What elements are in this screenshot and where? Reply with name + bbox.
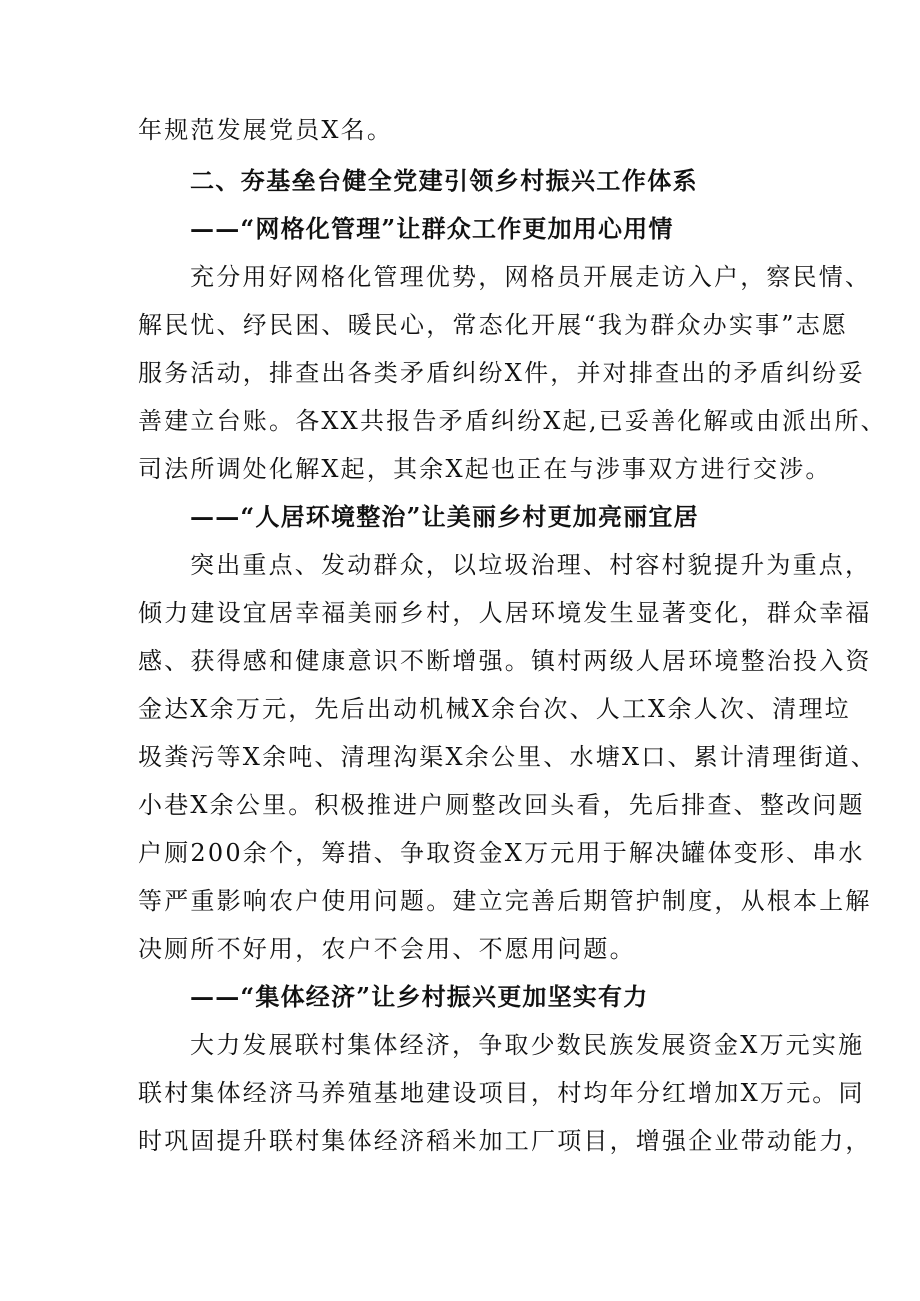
subsection-heading: ——“集体经济”让乡村振兴更加坚实有力 <box>190 982 649 1011</box>
subsection-heading: ——“网格化管理”让群众工作更加用心用情 <box>190 214 674 243</box>
paragraph-line: 时巩固提升联村集体经济稻米加工厂项目，增强企业带动能力， <box>138 1127 872 1155</box>
paragraph-line: 感、获得感和健康意识不断增强。镇村两级人居环境整治投入资 <box>138 647 872 675</box>
paragraph-line: 决厕所不好用，农户不会用、不愿用问题。 <box>138 935 636 963</box>
paragraph-line: 司法所调处化解X起，其余X起也正在与涉事双方进行交涉。 <box>138 455 832 483</box>
paragraph-line: 金达X余万元，先后出动机械X余台次、人工X余人次、清理垃 <box>138 695 851 723</box>
section-heading: 二、夯基垒台健全党建引领乡村振兴工作体系 <box>190 167 698 195</box>
paragraph-line: 解民忧、纾民困、暖民心，常态化开展“我为群众办实事”志愿 <box>138 311 849 339</box>
paragraph-line: 年规范发展党员X名。 <box>138 116 394 144</box>
paragraph-line: 突出重点、发动群众，以垃圾治理、村容村貌提升为重点， <box>190 551 872 579</box>
paragraph-line: 充分用好网格化管理优势，网格员开展走访入户，察民情、 <box>190 263 872 291</box>
paragraph-line: 小巷X余公里。积极推进户厕整改回头看，先后排查、整改问题 <box>138 791 865 819</box>
paragraph-line: 户厕200余个，筹措、争取资金X万元用于解决罐体变形、串水 <box>138 839 865 867</box>
paragraph-line: 圾粪污等X余吨、清理沟渠X余公里、水塘X口、累计清理街道、 <box>138 743 878 771</box>
paragraph-line: 倾力建设宜居幸福美丽乡村，人居环境发生显著变化，群众幸福 <box>138 599 872 627</box>
paragraph-line: 服务活动，排查出各类矛盾纠纷X件，并对排查出的矛盾纠纷妥 <box>138 359 865 387</box>
paragraph-line: 大力发展联村集体经济，争取少数民族发展资金X万元实施 <box>190 1031 865 1059</box>
paragraph-line: 等严重影响农户使用问题。建立完善后期管护制度，从根本上解 <box>138 887 872 915</box>
paragraph-line: 善建立台账。各XX共报告矛盾纠纷X起,已妥善化解或由派出所、 <box>138 407 887 435</box>
paragraph-line: 联村集体经济马养殖基地建设项目，村均年分红增加X万元。同 <box>138 1079 865 1107</box>
subsection-heading: ——“人居环境整治”让美丽乡村更加亮丽宜居 <box>190 502 699 531</box>
